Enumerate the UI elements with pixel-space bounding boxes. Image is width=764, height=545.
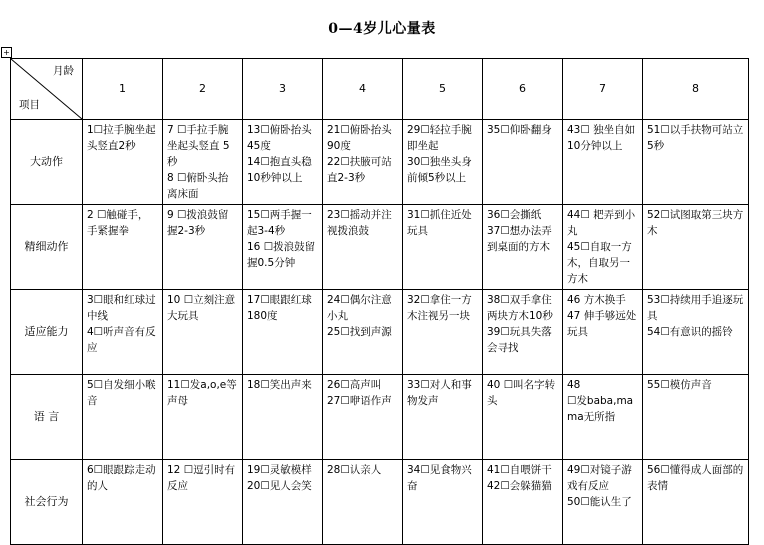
item-cell <box>163 120 243 205</box>
item-text: 24☐偶尔注意小丸 <box>327 294 392 322</box>
item-text: 26☐高声叫 <box>327 379 382 391</box>
item-text: 13☐俯卧抬头45度 <box>247 124 312 152</box>
month-header-cell: 2 <box>163 59 243 120</box>
item-cell <box>563 460 643 545</box>
item-text: 46 方木换手 <box>567 294 626 306</box>
item-cell <box>323 290 403 375</box>
item-text: 52☐试图取第三块方木 <box>647 209 744 237</box>
item-text: 18☐笑出声来 <box>247 379 312 391</box>
item-text: 1☐拉手腕坐起头竖直2秒 <box>87 124 156 152</box>
item-text: 35☐仰卧翻身 <box>487 124 552 136</box>
item-text: 31☐抓住近处玩具 <box>407 209 472 237</box>
table-row <box>11 460 749 545</box>
item-cell <box>323 375 403 460</box>
month-header-cell: 4 <box>323 59 403 120</box>
item-text: 56☐懂得成人面部的表情 <box>647 464 744 492</box>
item-text: 30☐独坐头身前倾5秒以上 <box>407 156 472 184</box>
item-text: 48 <box>567 379 581 391</box>
month-header-cell: 7 <box>563 59 643 120</box>
item-cell <box>83 120 163 205</box>
item-text: 17☐眼跟红球180度 <box>247 294 312 322</box>
item-text: 6☐眼跟踪走动的人 <box>87 464 156 492</box>
row-label: 大动作 <box>11 120 83 205</box>
month-header-cell: 3 <box>243 59 323 120</box>
item-cell <box>163 375 243 460</box>
item-cell <box>83 460 163 545</box>
month-header-cell: 6 <box>483 59 563 120</box>
item-text: 28☐认亲人 <box>327 464 382 476</box>
item-text: 12 ☐逗引时有反应 <box>167 464 236 492</box>
item-cell <box>563 290 643 375</box>
item-cell <box>243 375 323 460</box>
item-cell <box>323 120 403 205</box>
item-text: 8 ☐俯卧头抬离床面 <box>167 172 229 200</box>
item-text: ☐发baba,mama无所指 <box>567 395 634 423</box>
month-label: 月龄 <box>53 65 74 77</box>
item-cell <box>323 205 403 290</box>
item-text: 51☐以手扶物可站立5秒 <box>647 124 744 152</box>
row-label: 精细动作 <box>11 205 83 290</box>
item-text: 38☐双手拿住两块方木10秒 <box>487 294 553 322</box>
item-cell <box>163 205 243 290</box>
item-cell <box>163 460 243 545</box>
item-text: 54☐有意识的摇铃 <box>647 326 733 338</box>
item-cell <box>563 120 643 205</box>
item-cell <box>83 290 163 375</box>
item-cell <box>483 375 563 460</box>
item-cell <box>563 375 643 460</box>
item-text: 2 ☐触碰手，手紧握拳 <box>87 209 149 237</box>
item-cell <box>163 290 243 375</box>
item-text: 53☐持续用手追逐玩具 <box>647 294 744 322</box>
table-row <box>11 375 749 460</box>
item-text: 43☐ 独坐自如10分钟以上 <box>567 124 636 152</box>
month-header-cell: 8 <box>643 59 749 120</box>
item-cell <box>483 205 563 290</box>
item-text: 3☐眼和红球过中线 <box>87 294 156 322</box>
month-header-cell: 1 <box>83 59 163 120</box>
item-cell <box>243 205 323 290</box>
item-text: 19☐灵敏模样 <box>247 464 312 476</box>
item-text: 44☐ 耙弄到小丸 <box>567 209 636 237</box>
item-text: 39☐玩具失落会寻找 <box>487 326 552 354</box>
item-text: 40 ☐叫名字转头 <box>487 379 556 407</box>
item-text: 25☐找到声源 <box>327 326 392 338</box>
header-row <box>11 59 749 120</box>
item-cell <box>483 290 563 375</box>
row-label: 语 言 <box>11 375 83 460</box>
item-text: 9 ☐拨浪鼓留握2-3秒 <box>167 209 229 237</box>
item-text: 22☐扶腋可站直2-3秒 <box>327 156 392 184</box>
item-text: 7 ☐手拉手腕坐起头竖直 5秒 <box>167 124 230 168</box>
item-text: 45☐自取一方木，自取另一方木 <box>567 241 632 285</box>
item-text: 11☐发a,o,e等声母 <box>167 379 237 407</box>
item-text: 49☐对镜子游戏有反应 <box>567 464 632 492</box>
item-text: 4☐听声音有反应 <box>87 326 156 354</box>
item-cell <box>643 120 749 205</box>
item-cell <box>403 375 483 460</box>
page-title: 0—4岁儿心量表 <box>328 21 436 37</box>
item-text: 41☐自喂饼干 <box>487 464 552 476</box>
item-text: 27☐咿语作声 <box>327 395 392 407</box>
item-text: 23☐摇动并注视拨浪鼓 <box>327 209 392 237</box>
item-text: 29☐轻拉手腕即坐起 <box>407 124 472 152</box>
item-text: 50☐能认生了 <box>567 496 632 508</box>
item-text: 15☐两手握一起3-4秒 <box>247 209 312 237</box>
row-label: 适应能力 <box>11 290 83 375</box>
item-text: 32☐拿住一方木注视另一块 <box>407 294 472 322</box>
item-text: 20☐见人会笑 <box>247 480 312 492</box>
item-text: 34☐见食物兴奋 <box>407 464 472 492</box>
development-scale-table <box>10 58 749 545</box>
item-cell <box>403 290 483 375</box>
item-text: 5☐自发细小喉音 <box>87 379 156 407</box>
table-anchor-icon[interactable]: + <box>1 47 12 58</box>
item-text: 21☐俯卧抬头90度 <box>327 124 392 152</box>
item-cell <box>403 460 483 545</box>
item-text: 33☐对人和事物发声 <box>407 379 472 407</box>
item-cell <box>403 120 483 205</box>
item-cell <box>483 120 563 205</box>
item-cell <box>643 290 749 375</box>
item-text: 47 伸手够远处玩具 <box>567 310 637 338</box>
table-row <box>11 120 749 205</box>
item-text: 37☐想办法弄到桌面的方木 <box>487 225 552 253</box>
item-cell <box>243 120 323 205</box>
item-cell <box>83 375 163 460</box>
table-row <box>11 290 749 375</box>
item-cell <box>643 460 749 545</box>
item-text: 55☐模仿声音 <box>647 379 712 391</box>
item-cell <box>243 290 323 375</box>
item-cell <box>563 205 643 290</box>
row-label: 社会行为 <box>11 460 83 545</box>
item-cell <box>643 205 749 290</box>
item-text: 14☐抱直头稳10秒钟以上 <box>247 156 312 184</box>
table-row <box>11 205 749 290</box>
item-text: 36☐会撕纸 <box>487 209 542 221</box>
item-label: 项目 <box>19 99 40 111</box>
item-text: 10 ☐立刻注意大玩具 <box>167 294 236 322</box>
item-cell <box>643 375 749 460</box>
item-cell <box>83 205 163 290</box>
item-text: 16 ☐拨浪鼓留握0.5分钟 <box>247 241 316 269</box>
corner-header-cell <box>11 59 83 120</box>
item-cell <box>243 460 323 545</box>
item-cell <box>323 460 403 545</box>
item-text: 42☐会躲猫猫 <box>487 480 552 492</box>
item-cell <box>483 460 563 545</box>
month-header-cell: 5 <box>403 59 483 120</box>
item-cell <box>403 205 483 290</box>
